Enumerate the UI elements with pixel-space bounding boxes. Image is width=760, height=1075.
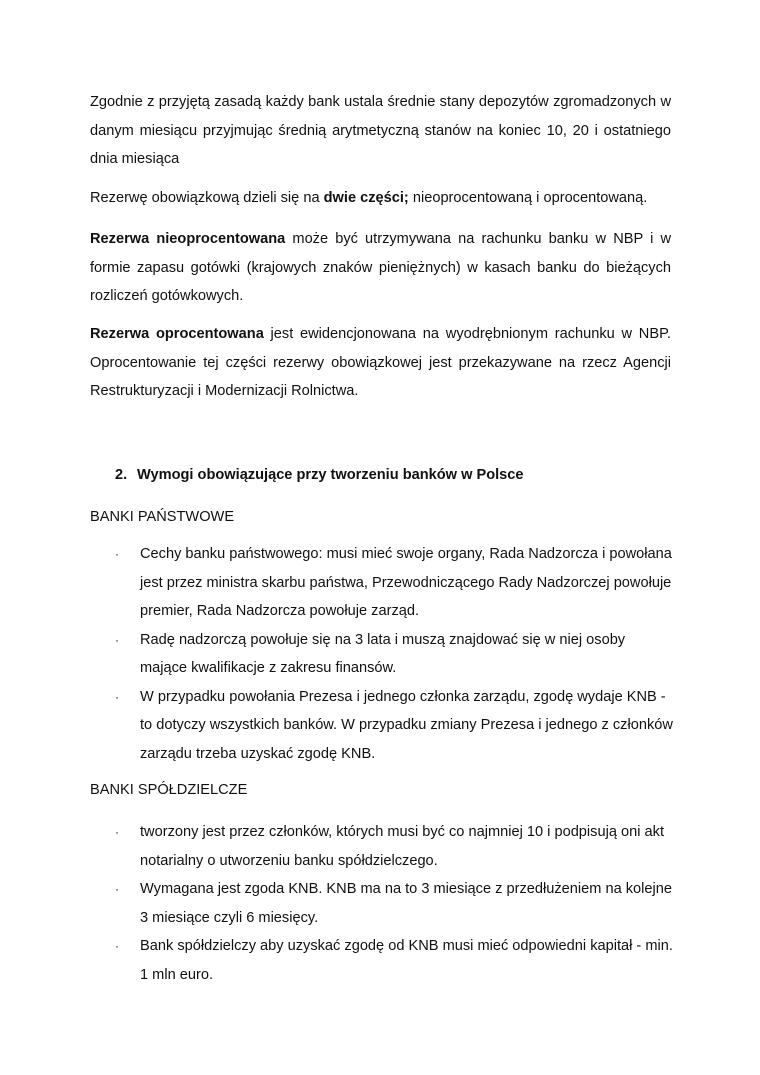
state-banks-list — [115, 540, 675, 768]
list-item-text: Wymagana jest zgoda KNB. KNB ma na to 3 miesiące z przedłużeniem na kolejne 3 miesiące czyli 6 miesięcy. — [140, 881, 672, 926]
bullet-icon: · — [115, 632, 119, 647]
state-banks-title: BANKI PAŃSTWOWE — [90, 509, 235, 525]
heading-number: 2. — [115, 467, 128, 483]
coop-banks-title: BANKI SPÓŁDZIELCZE — [90, 782, 248, 798]
bullet-icon: · — [115, 882, 119, 896]
bullet-icon: · — [115, 547, 119, 561]
list-item — [115, 683, 675, 769]
bold-phrase: Rezerwa nieoprocentowana — [90, 231, 286, 247]
list-item — [115, 626, 675, 683]
list-item-text: Bank spółdzielczy aby uzyskać zgodę od KNB musi mieć odpowiedni kapitał - min. 1 mln euro. — [140, 938, 673, 983]
paragraph-non-interest-reserve — [90, 225, 671, 311]
paragraph-text: Zgodnie z przyjętą zasadą każdy bank ustala średnie stany depozytów zgromadzonych w danym miesiącu przyjmując średnią arytmetyczną stanów na koniec 10, 20 i ostatniego dnia miesiąca — [90, 94, 671, 167]
bullet-icon: · — [115, 939, 119, 953]
bold-phrase: Rezerwa oprocentowana — [90, 326, 264, 342]
paragraph-text: może być utrzymywana na rachunku banku w NBP i w formie zapasu gotówki (krajowych znaków pieniężnych) w kasach banku do bieżących rozliczeń gotówkowych. — [90, 231, 671, 304]
paragraph-text: jest ewidencjonowana na wyodrębnionym rachunku w NBP. Oprocentowanie tej części rezerwy obowiązkowej jest przekazywane na rzecz Agencji Restrukturyzacji i Modernizacji Rolnictwa. — [90, 326, 671, 399]
list-item — [115, 818, 675, 875]
heading-text: Wymogi obowiązujące przy tworzeniu banków w Polsce — [137, 467, 524, 483]
list-item — [115, 540, 675, 626]
coop-banks-list — [115, 818, 675, 989]
bullet-icon: · — [115, 825, 119, 839]
list-item — [115, 932, 675, 989]
list-item-text: W przypadku powołania Prezesa i jednego członka zarządu, zgodę wydaje KNB - to dotyczy wszystkich banków. W przypadku zmiany Prezesa i jednego z członków zarządu trzeba uzyskać zgodę KNB. — [140, 688, 673, 762]
list-item — [115, 875, 675, 932]
list-item-text: Cechy banku państwowego: musi mieć swoje organy, Rada Nadzorcza i powołana jest przez ministra skarbu państwa, Przewodniczącego Rady Nadzorczej powołuje premier, Rada Nadzorcza powołuje zarząd. — [140, 546, 672, 619]
paragraph-interest-reserve — [90, 320, 671, 406]
paragraph-text: Rezerwę obowiązkową dzieli się na — [90, 190, 324, 206]
list-item-text: Radę nadzorczą powołuje się na 3 lata i muszą znajdować się w niej osoby mające kwalifikacje z zakresu finansów. — [140, 631, 626, 676]
bullet-icon: · — [115, 689, 119, 704]
paragraph-deposit-averages — [90, 88, 671, 174]
list-item-text: tworzony jest przez członków, których musi być co najmniej 10 i podpisują oni akt notarialny o utworzeniu banku spółdzielczego. — [140, 824, 664, 869]
section-heading — [115, 461, 524, 489]
paragraph-text: nieoprocentowaną i oprocentowaną. — [408, 190, 648, 206]
paragraph-reserve-parts — [90, 184, 671, 213]
bold-phrase: dwie części; — [323, 190, 409, 206]
